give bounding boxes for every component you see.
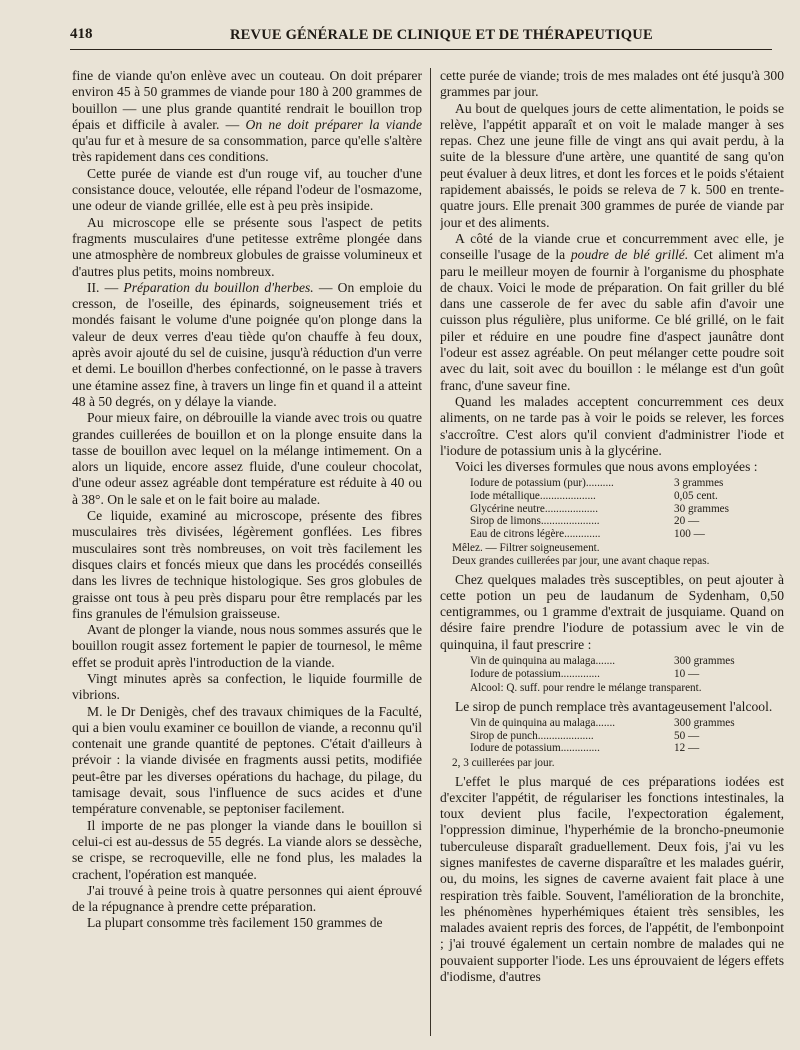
left-column <box>72 68 422 1040</box>
prescription-1 <box>440 477 784 567</box>
column-divider <box>430 68 431 1036</box>
prescription-table <box>440 717 784 755</box>
prescription-table <box>440 477 784 540</box>
paragraph: Avant de plonger la viande, nous nous sommes assurés que le bouillon rougit assez fortement le papier de tournesol, le même effet se produit après l'introduction de la viande. <box>72 622 422 670</box>
prescription-row: Iodure de potassium (pur).......... 3 grammes <box>470 477 724 490</box>
paragraph: Au microscope elle se présente sous l'aspect de petits fragments musculaires d'une petitesse extrême plongée dans une atmosphère de nombreux globules de graisse volumineux et d'autres plus petits, moins nombreux. <box>72 214 422 279</box>
paragraph: Cette purée de viande est d'un rouge vif, au toucher d'une consistance douce, veloutée, elle répand l'odeur de l'osmazome, une odeur de viande grillée, elle est à peu près insipide. <box>72 165 422 214</box>
page-header <box>70 22 772 50</box>
paragraph: J'ai trouvé à peine trois à quatre personnes qui aient éprouvé de la répugnance à prendre cette préparation. <box>72 882 422 915</box>
prescription-row: Vin de quinquina au malaga....... 300 grammes <box>470 717 735 730</box>
prescription-row: Vin de quinquina au malaga....... 300 grammes <box>470 655 735 668</box>
prescription-2 <box>440 655 784 695</box>
paragraph: Au bout de quelques jours de cette alimentation, le poids se relève, l'appétit apparaît et on voit le malade manger à ses repas. Chez une jeune fille de vingt ans qui avait perdu, à la suite de la blessure d'une artère, une quantité de sang qu'on peut évaluer à deux litres, et dont les forces et le poids s'étaient rapidement abaissés, le poids se releva de 7 k. 500 en trente-quatre jours. Elle prenait 300 grammes de purée de viande par jour et des aliments. <box>440 100 784 230</box>
prescription-row: Glycérine neutre................... 30 grammes <box>470 502 729 515</box>
paragraph: Pour mieux faire, on débrouille la viande avec trois ou quatre grandes cuillerées de bouillon et on la plonge ensuite dans la tasse de bouillon avec lequel on la mélange intimement. On a alors un liquide, encore assez fluide, d'une couleur chocolat, d'une odeur assez agréable dont température est réduite à 40 ou à 38°. On le sale et on le fait boire au malade. <box>72 410 422 507</box>
paragraph: fine de viande qu'on enlève avec un couteau. On doit préparer environ 45 à 50 grammes de viande pour 180 à 200 grammes de bouillon — une plus grande quantité rendrait le bouillon trop épais et difficile à avaler. — On ne doit préparer la viande qu'au fur et à mesure de sa consommation, parce qu'elle s'altère très rapidement dans ces conditions. <box>72 68 422 165</box>
prescription-note: Mêlez. — Filtrer soigneusement. <box>452 542 600 555</box>
prescription-dosage: Deux grandes cuillerées par jour, une avant chaque repas. <box>452 554 710 567</box>
paragraph: La plupart consomme très facilement 150 grammes de <box>87 915 383 931</box>
prescription-row: Iode métallique.................... 0,05 cent. <box>470 490 718 503</box>
section-paragraph: II. — Préparation du bouillon d'herbes. — On emploie du cresson, de l'oseille, des épinards, soigneusement triés et mondés faisant le volume d'une poignée qu'on plonge dans la valeur de deux verres d'eau tiède qu'on chauffe à feu doux, après avoir ajouté du sel de cuisine, jusqu'à réduction d'un verre et demi. Le bouillon d'herbes confectionné, on le passe à travers une étamine assez fine, à travers un linge fin et quand il a atteint 48 à 50 degrés, on y délaye la viande. <box>72 279 422 409</box>
paragraph: Ce liquide, examiné au microscope, présente des fibres musculaires très divisées, légèrement gonflées. Les fibres musculaires sont très nombreuses, on voit très facilement les disques clairs et foncés mieux que dans les procédés conseillés dans les livres de technique histologique. Ses gros globules de graisse ont tous à peu près disparu pour être remplacés par les fins granules de l'émulsion graisseuse. <box>72 508 422 621</box>
paragraph: Chez quelques malades très susceptibles, on peut ajouter à cette potion un peu de laudanum de Sydenham, 0,50 centigrammes, ou 1 gramme d'extrait de jusquiame. Quand on désire faire prendre l'iodure de potassium avec le vin de quinquina, il faut prescrire : <box>440 571 784 652</box>
prescription-dosage: 2, 3 cuillerées par jour. <box>452 756 555 769</box>
prescription-3 <box>440 717 784 769</box>
prescription-note: Alcool: Q. suff. pour rendre le mélange transparent. <box>470 682 702 695</box>
prescription-row: Sirop de limons..................... 20 — <box>470 515 700 528</box>
prescription-row: Iodure de potassium.............. 10 — <box>470 667 700 680</box>
paragraph: cette purée de viande; trois de mes malades ont été jusqu'à 300 grammes par jour. <box>440 68 784 100</box>
page-number: 418 <box>70 26 93 42</box>
paragraph: Quand les malades acceptent concurremment ces deux aliments, on ne tarde pas à voir le poids se relever, les forces s'accroître. C'est alors qu'il convient d'administrer l'iode et l'iodure de potassium unis à la glycérine. <box>440 393 784 458</box>
prescription-row: Iodure de potassium.............. 12 — <box>470 742 700 755</box>
paragraph: Il importe de ne pas plonger la viande dans le bouillon si celui-ci est au-dessus de 55 degrés. La viande alors se dessèche, se crispe, se recroqueville, elle ne fond plus, les malades la crachent, l'opération est manquée. <box>72 817 422 882</box>
paragraph: A côté de la viande crue et concurremment avec elle, je conseille l'usage de la poudre de blé grillé. Cet aliment m'a paru le meilleur moyen de fournir à l'organisme du phosphate de chaux. Voici le mode de préparation. On fait griller du blé dans une casserole de fer avec du sable afin d'avoir une cuisson plus régulière, plus uniforme. Ce blé grillé, on le fait piler et réduire en une poudre fine d'aspect jaunâtre dont l'odeur est assez agréable. On peut mélanger cette poudre soit avec du lait, soit avec du bouillon : le mélange est d'un goût franc, d'une saveur fine. <box>440 230 784 393</box>
prescription-row: Sirop de punch.................... 50 — <box>470 729 700 742</box>
prescription-table <box>440 655 784 680</box>
paragraph: Vingt minutes après sa confection, le liquide fourmille de vibrions. <box>72 670 422 703</box>
paragraph: Le sirop de punch remplace très avantageusement l'alcool. <box>455 698 773 714</box>
paragraph: Voici les diverses formules que nous avons employées : <box>455 459 758 475</box>
right-column <box>440 68 784 1040</box>
running-title: REVUE GÉNÉRALE DE CLINIQUE ET DE THÉRAPEUTIQUE <box>230 27 653 43</box>
paragraph: L'effet le plus marqué de ces préparations iodées est d'exciter l'appétit, de régulariser les fonctions intestinales, la toux devient plus facile, l'expectoration également, l'oppression diminue, l'hyperhémie de la broncho-pneumonie tuberculeuse disparaît graduellement. Deux fois, j'ai vu les signes manifestes de caverne disparaître et les malades guérir, ou, du moins, les signes de caverne avaient fait place à une respiration très faible. Souvent, l'amélioration de la bronchite, les phénomènes hyperhémiques étaient très sensibles, les malades avaient repris des forces, de l'appétit, de l'embonpoint ; j'ai trouvé également un certain nombre de malades qui ne pouvaient supporter l'iode. Les uns éprouvaient de légers effets d'iodisme, d'autres <box>440 773 784 985</box>
prescription-row: Eau de citrons légère............. 100 — <box>470 527 705 540</box>
paragraph: M. le Dr Denigès, chef des travaux chimiques de la Faculté, qui a bien voulu examiner ce bouillon de viande, a reconnu qu'il contenait une grande quantité de peptones. C'était d'ailleurs à prévoir : la viande divisée en fragments aussi petits, modifiée peut-être par les diverses opérations du hachage, du pilage, du tamisage devait, sous l'influence de sucs acides et d'une température convenable, se peptoniser facilement. <box>72 703 422 817</box>
section-heading: Préparation du bouillon d'herbes. <box>123 279 314 295</box>
